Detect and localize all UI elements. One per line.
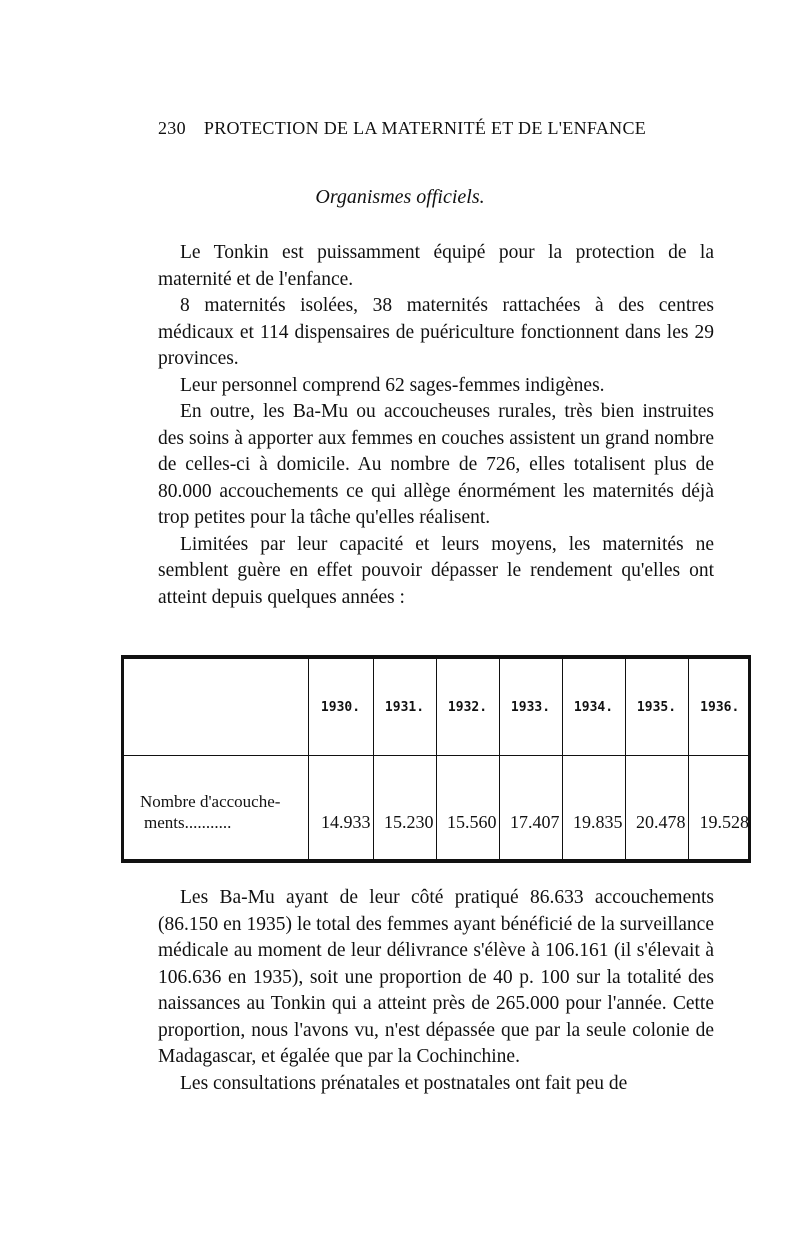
table-header-row — [124, 659, 751, 756]
year-header: 1936. — [688, 659, 751, 756]
table-cell: 17.407 — [499, 756, 562, 859]
body-text-after-table — [158, 885, 714, 1097]
year-header: 1932. — [436, 659, 499, 756]
running-header — [158, 118, 718, 139]
paragraph: Les consultations prénatales et postnatales ont fait peu de — [180, 1072, 628, 1094]
year-header: 1930. — [308, 659, 373, 756]
page-number: 230 — [158, 118, 186, 138]
body-text-before-table — [158, 240, 714, 611]
table-cell: 14.933 — [308, 756, 373, 859]
section-title: Organismes officiels. — [315, 186, 485, 208]
row-label-line: Nombre d'accouche- — [140, 792, 281, 811]
paragraph: 8 maternités isolées, 38 maternités rattachées à des centres médicaux et 114 dispensaires de puériculture fonctionnent dans les 29 provinces. — [158, 295, 714, 369]
year-header: 1933. — [499, 659, 562, 756]
year-header: 1934. — [562, 659, 625, 756]
table-corner-cell — [124, 659, 308, 756]
table-cell: 19.528 — [688, 756, 751, 859]
row-label — [124, 756, 308, 859]
paragraph: En outre, les Ba-Mu ou accoucheuses rurales, très bien instruites des soins à apporter aux femmes en couches assistent un grand nombre de celles-ci à domicile. Au nombre de 726, elles totalisent plus de 80.000 accouchements ce qui allège énormément les maternités déjà trop petites pour la tâche qu'elles réalisent. — [158, 401, 714, 528]
year-header: 1935. — [625, 659, 688, 756]
paragraph: Leur personnel comprend 62 sages-femmes indigènes. — [180, 374, 605, 396]
year-header: 1931. — [373, 659, 436, 756]
table-cell: 19.835 — [562, 756, 625, 859]
paragraph: Le Tonkin est puissamment équipé pour la protection de la maternité et de l'enfance. — [158, 242, 714, 290]
paragraph: Les Ba-Mu ayant de leur côté pratiqué 86.633 accouchements (86.150 en 1935) le total des femmes ayant bénéficié de la surveillance médicale au moment de leur délivrance s'élève à 106.161 (il s'élevait à 106.636 en 1935), soit une proportion de 40 p. 100 sur la totalité des naissances au Tonkin qui a atteint près de 265.000 pour l'année. Cette proportion, nous l'avons vu, n'est dépassée que par la seule colonie de Madagascar, et égalée que par la Cochinchine. — [158, 887, 714, 1067]
table-cell: 20.478 — [625, 756, 688, 859]
running-title: PROTECTION DE LA MATERNITÉ ET DE L'ENFANCE — [203, 118, 647, 138]
paragraph: Limitées par leur capacité et leurs moyens, les maternités ne semblent guère en effet pouvoir dépasser le rendement qu'elles ont atteint depuis quelques années : — [158, 533, 714, 608]
table-cell: 15.560 — [436, 756, 499, 859]
row-label-line: ments........... — [144, 813, 232, 832]
table-cell: 15.230 — [373, 756, 436, 859]
births-table — [121, 655, 751, 863]
table-row — [124, 756, 751, 859]
